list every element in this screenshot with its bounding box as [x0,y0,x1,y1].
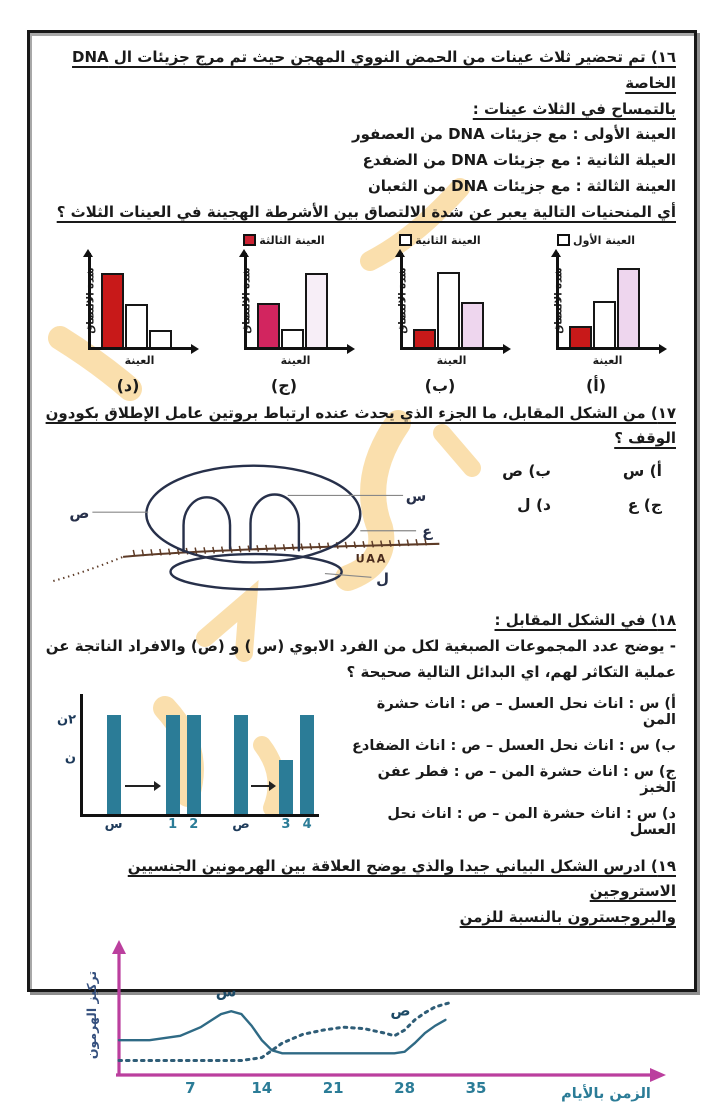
x-axis-label: الزمن بالأيام [561,1085,651,1102]
y-axis-label: شدة الالتصاق [397,266,408,334]
chart-caption: (د) [116,375,140,395]
q16-bar [569,326,592,347]
q19-series-label: ص [390,1001,411,1020]
ribosome-diagram [44,454,444,606]
q16-chart-b [364,232,516,395]
question-19 [44,854,676,1109]
q18-option-d: د) س : اناث حشرة المن – ص : اناث نحل العسل [387,805,676,838]
q18-header: ١٨) في الشكل المقابل : [494,611,676,630]
q16-bar [101,273,124,346]
label-sad: ص [69,503,90,522]
q16-answer-charts [44,226,676,395]
question-17 [44,401,676,607]
trna-arc-left [184,497,231,551]
q16-bar [149,330,172,347]
q18-y-label: ن [64,750,76,766]
q18-desc-line2: عملية التكاثر لهم، اي البدائل التالية صحيحة ؟ [346,662,676,681]
q16-bar [257,303,280,346]
q17-options [450,454,676,514]
legend-label: العينة الأول [573,233,635,247]
q18-options [340,688,676,846]
q19-x-tick: 28 [394,1078,416,1097]
q18-bar-label: 3 [281,816,291,832]
stop-codon-label: UAA [355,552,388,566]
q16-prompt: أي المنحنيات التالية يعبر عن شدة الالتصاق بين الأشرطة الهجينة في العينات الثلاث ؟ [56,202,676,221]
q16-bar [305,273,328,346]
label-lam: ل [376,569,390,588]
plot-area [400,253,507,350]
y-axis-label: شدة الالتصاق [553,266,564,334]
q19-header-line1: ١٩) ادرس الشكل البياني جيدا والذي يوضح العلاقة بين الهرمونين الجنسيين الاستروجين [127,856,676,901]
q16-bar [461,302,484,346]
chart-legend [243,232,324,249]
q18-figure [44,688,336,846]
q16-chart-d [52,232,204,395]
q18-desc-line1: - يوضح عدد المجموعات الصبغية لكل من الفرد الابوي (س ) و (ص) والافراد الناتجة عن [45,636,676,655]
plot-area [88,253,195,350]
x-axis-label: العينة [592,353,623,367]
y-axis-arrow [112,940,126,954]
chart-legend [557,232,635,249]
q18-arrow [251,785,275,787]
mrna-tail [53,557,123,581]
q18-plot-area [56,694,319,832]
q17-option-a: أ) س [622,462,662,481]
q17-option-b: ب) ص [502,462,551,481]
q17-header: ١٧) من الشكل المقابل، ما الجزء الذي يحدث عنده ارتباط بروتين عامل الإطلاق بكودون الوقف ؟ [45,403,676,448]
q16-bar [437,272,460,346]
q18-bar [107,715,121,813]
trna-arc-right [251,495,299,551]
q18-bar-label: س [104,816,123,832]
question-16 [44,45,676,395]
legend-label: العينة الثالثة [259,233,325,247]
q18-bar [166,715,180,813]
plot-area [244,253,351,350]
q18-option-b: ب) س : اناث نحل العسل – ص : اناث الضفادع [352,737,676,754]
q17-option-c: ج) ع [627,496,662,515]
q19-figure [44,935,676,1109]
q18-bar-label: 1 [168,816,178,832]
q16-bar [593,301,616,346]
q19-x-tick: 21 [322,1078,344,1097]
q16-bar [125,304,148,346]
chart-caption: (ج) [270,375,298,395]
ribosome-small-subunit [171,554,342,589]
y-axis-label: تركيز الهرمون [84,970,99,1060]
q19-x-tick: 7 [185,1078,196,1097]
q18-bar [187,715,201,813]
q16-sample-1: العينة الأولى : مع جزيئات DNA من العصفور [352,125,676,144]
q18-bar [300,715,314,813]
q19-x-tick: 35 [465,1078,487,1097]
q16-sample-3: العينة الثالثة : مع جزيئات DNA من الثعبان [368,176,676,195]
y-axis-label: شدة الالتصاق [85,266,96,334]
ribosome-large-subunit [146,466,360,563]
q19-series-label: س [215,982,237,1001]
q18-option-c: ج) س : اناث حشرة المن – ص : فطر عفن الخبز [377,763,676,796]
legend-label: العينة الثانية [415,233,481,247]
q16-chart-a [520,232,672,395]
page-frame [27,30,697,1102]
x-axis-label: العينة [124,353,155,367]
q16-header-line2: بالتمساح في الثلاث عينات : [472,99,676,118]
label-seen: س [405,487,427,506]
y-axis-label: شدة الالتصاق [241,266,252,334]
chart-caption: (ب) [424,375,456,395]
page-content [30,33,694,1115]
q18-option-a: أ) س : اناث نحل العسل – ص : اناث حشرة المن [376,695,676,728]
q16-bar [617,268,640,347]
q17-option-d: د) ل [517,496,551,515]
q18-bar-label: 4 [302,816,312,832]
question-18 [44,608,676,845]
q16-sample-2: العيلة الثانية : مع جزيئات DNA من الضفدع [362,151,676,170]
q19-header-line2: والبروجسترون بالنسبة للزمن [459,908,676,927]
q16-bar [281,329,304,347]
chart-legend [399,232,480,249]
q18-y-label: ٢ن [56,712,76,728]
q16-chart-c [208,232,360,395]
x-axis-label: العينة [280,353,311,367]
q18-bar-label: 2 [189,816,199,832]
q18-bar-label: ص [232,816,250,832]
q19-x-tick: 14 [251,1078,273,1097]
q16-bar [413,329,436,347]
x-axis-label: العينة [436,353,467,367]
x-axis-arrow [650,1068,666,1082]
chart-caption: (أ) [585,375,607,395]
q18-bar [234,715,248,813]
plot-area [556,253,663,350]
q16-header-line1: ١٦) تم تحضير ثلاث عينات من الحمض النووي المهجن حيث تم مرج جزيئات ال DNA الخاصة [72,48,676,92]
label-ain: ع [422,522,433,541]
q18-arrow [125,785,158,787]
